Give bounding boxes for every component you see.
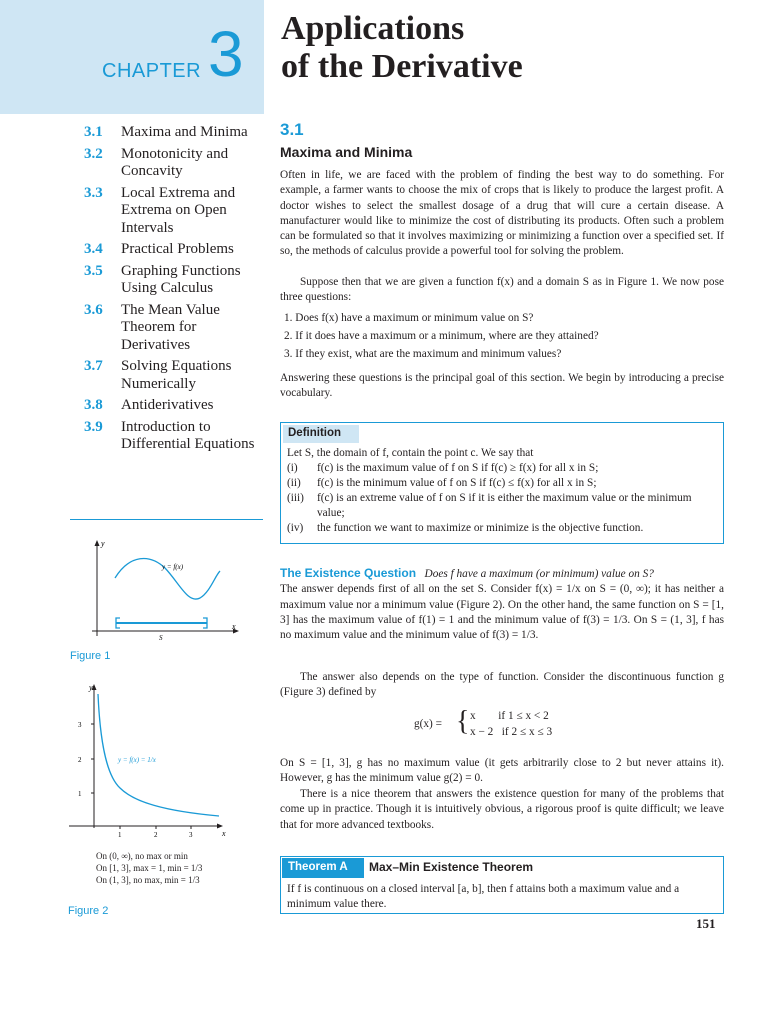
toc-num: 3.5 xyxy=(84,262,103,279)
toc-title: Practical Problems xyxy=(121,241,234,257)
toc-num: 3.9 xyxy=(84,418,103,435)
toc-item[interactable] xyxy=(84,302,260,355)
toc-num: 3.7 xyxy=(84,358,103,374)
fig2-x-label: x xyxy=(222,829,226,838)
equation-lhs: g(x) = xyxy=(414,718,443,730)
definition-box xyxy=(280,422,724,544)
existence-question: Does f have a maximum (or minimum) value on S? xyxy=(424,568,654,580)
toc-title: Solving Equations Numerically xyxy=(121,358,232,392)
definition-item xyxy=(287,461,717,476)
existence-section xyxy=(280,566,724,643)
figure-1 xyxy=(70,536,250,646)
intro-paragraph-2: Suppose then that we are given a function f(x) and a domain S as in Figure 1. We now pose three questions: xyxy=(280,276,724,304)
theorem-label: Theorem A xyxy=(282,858,364,878)
definition-text: f(c) is the maximum value of f on S if f(c) ≥ f(x) for all x in S; xyxy=(317,462,599,474)
equation-case: x if 1 ≤ x < 2 xyxy=(470,710,549,722)
fig2-curve-label: y = f(x) = 1/x xyxy=(118,756,156,764)
section-number: 3.1 xyxy=(280,120,304,139)
theorem-box xyxy=(280,856,724,914)
chapter-title-line2: of the Derivative xyxy=(281,48,523,85)
section-title: Maxima and Minima xyxy=(280,144,413,160)
definition-item xyxy=(287,521,717,536)
intro-paragraph-1: Often in life, we are faced with the problem of finding the best way to do something. For example, a farmer wants to choose the mix of crops that is likely to produce the largest profit. A doctor wishes to select the smallest dosage of a drug that will cure a certain disease. A manufacturer would like to minimize the cost of distributing its products. Often such a problem can be formulated so that it involves maximizing or minimizing a function over a specified set. If so, the methods of calculus provide a powerful tool for solving the problem. xyxy=(280,169,724,258)
definition-item xyxy=(287,476,717,491)
existence-paragraph-3: On S = [1, 3], g has no maximum value (it gets arbitrarily close to 2 but never attains it). However, g has the minimum value g(2) = 0. xyxy=(280,757,724,785)
toc-title: Monotonicity and Concavity xyxy=(121,145,229,179)
question-item: 2. If it does have a maximum or a minimum, where are they attained? xyxy=(284,329,599,342)
fig2-x-arrow xyxy=(217,824,223,829)
figure-2-caption xyxy=(96,850,202,886)
toc-title: Antiderivatives xyxy=(121,397,214,413)
question-list xyxy=(284,311,724,364)
toc-item[interactable] xyxy=(84,124,260,142)
toc-title: Maxima and Minima xyxy=(121,124,248,140)
theorem-body: If f is continuous on a closed interval [a, b], then f attains both a maximum value and a minimum value there. xyxy=(287,883,680,910)
toc-item[interactable] xyxy=(84,146,260,181)
existence-paragraph-2: The answer also depends on the type of function. Consider the discontinuous function g (Figure 3) defined by xyxy=(280,671,724,699)
toc-num: 3.4 xyxy=(84,241,103,257)
figure-2-caption-line: On (0, ∞), no max or min xyxy=(96,851,188,861)
definition-roman: (i) xyxy=(287,462,298,474)
equation-brace: { xyxy=(456,706,470,737)
fig2-y-tick-label: 1 xyxy=(78,790,82,798)
toc-divider xyxy=(70,519,263,520)
question-item: 1. Does f(x) have a maximum or minimum value on S? xyxy=(284,312,534,324)
toc-item[interactable] xyxy=(84,419,260,454)
toc-title: The Mean Value Theorem for Derivatives xyxy=(121,301,220,353)
chapter-word: CHAPTER xyxy=(102,60,202,82)
fig1-set-label: S xyxy=(159,634,163,642)
theorem-name: Max–Min Existence Theorem xyxy=(369,860,534,874)
table-of-contents xyxy=(84,124,260,458)
figure-2-caption-line: On (1, 3], no max, min = 1/3 xyxy=(96,875,200,885)
toc-item[interactable] xyxy=(84,358,260,393)
toc-title: Local Extrema and Extrema on Open Intervals xyxy=(121,184,236,236)
equation-case: x − 2 if 2 ≤ x ≤ 3 xyxy=(470,726,553,738)
definition-roman: (ii) xyxy=(287,477,301,489)
fig2-y-label: y xyxy=(89,683,93,692)
fig1-y-label: y xyxy=(101,539,105,548)
toc-item[interactable] xyxy=(84,263,260,298)
definition-text: the function we want to maximize or minimize is the objective function. xyxy=(317,522,644,534)
toc-num: 3.8 xyxy=(84,397,103,413)
toc-title: Introduction to Differential Equations xyxy=(121,418,255,452)
chapter-number: 3 xyxy=(208,18,244,90)
definition-body xyxy=(287,446,717,536)
existence-paragraph-4: There is a nice theorem that answers the existence question for many of the problems that come up in practice. Though it is intuitively obvious, a rigorous proof is quite difficult; we leave that for more advanced textbooks. xyxy=(280,788,724,831)
definition-heading: Definition xyxy=(283,425,359,443)
figure-2 xyxy=(64,680,244,846)
definition-lead: Let S, the domain of f, contain the point c. We say that xyxy=(287,447,534,459)
toc-num: 3.6 xyxy=(84,301,103,318)
intro-paragraph-3: Answering these questions is the principal goal of this section. We begin by introducing a precise vocabulary. xyxy=(280,372,724,400)
question-item: 3. If they exist, what are the maximum and minimum values? xyxy=(284,347,562,360)
figure-1-label: Figure 1 xyxy=(70,650,111,662)
toc-num: 3.3 xyxy=(84,184,103,201)
existence-heading: The Existence Question xyxy=(280,566,417,580)
toc-num: 3.2 xyxy=(84,145,103,162)
fig2-y-tick-label: 3 xyxy=(78,721,82,729)
fig2-y-tick-label: 2 xyxy=(78,756,82,764)
figure-2-caption-line: On [1, 3], max = 1, min = 1/3 xyxy=(96,863,203,873)
toc-num: 3.1 xyxy=(84,124,103,140)
definition-roman: (iv) xyxy=(287,522,304,534)
toc-item[interactable] xyxy=(84,185,260,238)
definition-text: f(c) is an extreme value of f on S if it is either the maximum value or the minimum value; xyxy=(317,492,692,519)
existence-paragraph-1: The answer depends first of all on the set S. Consider f(x) = 1/x on S = (0, ∞); it has neither a maximum value nor a minimum value (Figure 2). On the other hand, the same function on S = [1, 3] has the maximum value of f(1) = 1 and the minimum value of f(3) = 1/3. On S = (1, 3], f has no maximum value and the minimum value of f(3) = 1/3. xyxy=(280,583,724,642)
definition-roman: (iii) xyxy=(287,492,304,504)
fig1-y-arrow xyxy=(95,540,100,546)
fig1-x-label: x xyxy=(232,622,236,631)
fig2-curve xyxy=(98,694,219,816)
definition-text: f(c) is the minimum value of f on S if f(c) ≤ f(x) for all x in S; xyxy=(317,477,597,489)
fig2-x-tick-label: 2 xyxy=(154,831,158,839)
chapter-title-line1: Applications xyxy=(281,10,465,47)
definition-item xyxy=(287,491,717,521)
fig2-x-tick-label: 1 xyxy=(118,831,122,839)
toc-title: Graphing Functions Using Calculus xyxy=(121,262,241,296)
page-number: 151 xyxy=(696,916,716,931)
toc-item[interactable] xyxy=(84,241,260,259)
fig2-x-tick-label: 3 xyxy=(189,831,193,839)
chapter-title xyxy=(281,10,523,86)
figure-2-label: Figure 2 xyxy=(68,905,109,917)
toc-item[interactable] xyxy=(84,397,260,415)
fig1-curve-label: y = f(x) xyxy=(162,563,184,571)
